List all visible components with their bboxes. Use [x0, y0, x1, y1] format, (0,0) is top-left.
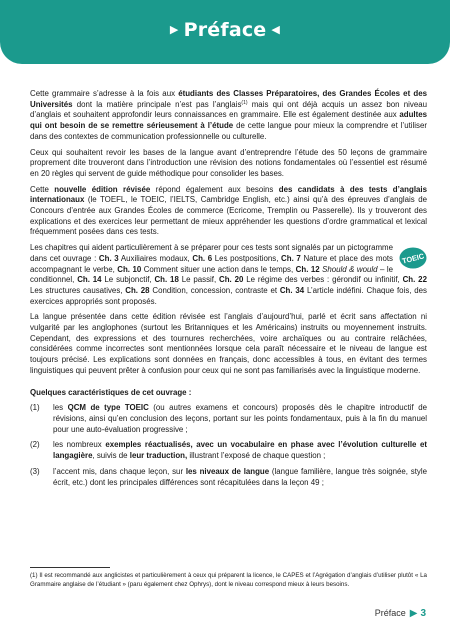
text-run: les: [53, 403, 68, 413]
paragraph-chapters: [30, 243, 427, 307]
text-run: Comment situer une action dans le temps,: [141, 264, 296, 274]
text-run: – le conditionnel,: [30, 264, 394, 285]
text-run: L’article indéfini. Chaque fois, des exercices appropriés sont proposés.: [30, 285, 427, 306]
chapter-ref: Ch. 18: [154, 275, 179, 285]
text-run: (le TOEFL, le TOEIC, l’IELTS, Cambridge English, etc.) ainsi qu’à des épreuves d’anglais de Concours d’entrée aux Grandes Écoles de commerce (Ecricome, Tremplin ou Passerelle). Ils y trouveront des explications et des exercices leur permettant de mieux appréhender les questions d’ordre grammatical et lexical fréquemment posées dans ces tests.: [30, 195, 427, 237]
text-run: (langue familière, langue très soignée, style écrit, etc.) dont les principales différences sont récapitulées dans la leçon 49 ;: [53, 466, 427, 487]
chapter-ref: Ch. 34: [279, 285, 305, 295]
triangle-left-icon: ◀: [271, 23, 281, 36]
emphasis: QCM de type TOEIC: [67, 403, 149, 413]
paragraph-tests: [30, 185, 427, 239]
list-item: [30, 440, 427, 461]
footnote: (1) Il est recommandé aux anglicistes et particulièrement à ceux qui préparent la licence, le CAPES et l’Agrégation d’anglais d’utiliser plutôt « La Grammaire anglaise de l’étudiant » (paru également chez Ophrys), dont le niveau correspond mieux à leurs besoins.: [30, 572, 427, 588]
toeic-badge-label: TOEIC: [401, 251, 426, 266]
chapter-ref: Ch. 10: [117, 264, 142, 274]
emphasis: adultes qui ont besoin de se remettre sérieusement à l’étude: [30, 110, 427, 131]
qualities-list: [30, 403, 427, 488]
paragraph-language: La langue présentée dans cette édition révisée est l’anglais d’aujourd’hui, parlé et écrit sans affectation ni vulgarité par les anglophones (surtout les Britanniques et les Américains) instruits ou moyennement instruits. Cependant, des expressions et des tournures recherchées, voire archaïques ou au contraire relâchées, considérées comme incorrectes sont mentionnées lorsque cela paraît nécessaire et le niveau de langue est toujours précisé. Les explications sont données en français, donc accessibles à tous, en évitant des termes linguistiques qui peuvent prêter à confusion pour ceux qui ne sont pas familiarisés avec la linguistique moderne.: [30, 312, 427, 375]
triangle-right-icon: ▶: [169, 23, 179, 36]
chapter-ref: Ch. 12: [295, 264, 320, 274]
text-run: répond également aux besoins: [150, 184, 279, 194]
text-run: (ou autres examens et concours) proposés dès le chapitre introductif de révisions, ainsi qu’en conclusion des leçons, portant sur les points fondamentaux, puis à la fin du manuel pour une auto-évaluation progressive ;: [53, 403, 428, 434]
page-title-text: Préface: [183, 19, 267, 41]
text-run: Les chapitres qui aident particulièrement à se préparer pour ces tests sont signalés par un pictogramme dans cet ouvrage :: [30, 243, 393, 263]
text-run: l’accent mis, dans chaque leçon, sur: [53, 466, 186, 476]
text-run: Cette grammaire s’adresse à la fois aux: [30, 89, 179, 98]
footer-label: Préface: [374, 608, 406, 618]
footnote-ref: (1): [241, 99, 248, 106]
text-run: Nature et place des mots accompagnant le verbe,: [30, 253, 393, 274]
chapter-ref: Ch. 6: [192, 253, 213, 263]
list-item-number: (1): [30, 403, 40, 413]
text-run: Les structures causatives,: [30, 285, 126, 295]
qualities-heading: Quelques caractéristiques de cet ouvrage :: [30, 387, 192, 397]
text-run: Cette: [30, 184, 55, 194]
emphasis: étudiants des Classes Préparatoires, des Grandes Écoles et des Universités: [30, 89, 427, 109]
emphasis: des candidats à des tests d’anglais internationaux: [30, 184, 427, 205]
emphasis: leur traduction,: [129, 451, 188, 461]
page-title: [0, 19, 450, 41]
page-number: 3: [420, 608, 426, 619]
text-run: Le régime des verbes : gérondif ou infinitif,: [243, 275, 403, 285]
text-run: Condition, concession, contraste et: [149, 285, 280, 295]
paragraph-intro: [30, 89, 427, 143]
chapter-ref: Ch. 28: [125, 285, 150, 295]
text-run: les nombreux: [53, 440, 106, 450]
toeic-badge-icon: [399, 247, 427, 269]
list-item: [30, 467, 427, 488]
text-run: illustrant l’exposé de chaque question ;: [187, 451, 326, 461]
emphasis: nouvelle édition révisée: [54, 184, 151, 194]
footnote-divider: [30, 567, 110, 568]
page-footer: [375, 608, 426, 619]
emphasis: les niveaux de langue: [185, 466, 270, 476]
text-run: Le passif,: [178, 275, 220, 285]
chapter-ref: Ch. 7: [281, 253, 301, 263]
chapter-ref: Ch. 22: [402, 275, 427, 285]
chapter-ref: Ch. 20: [219, 275, 244, 285]
text-run: dont la matière principale n’est pas l’anglais: [72, 99, 242, 109]
text-run: Les postpositions,: [212, 253, 282, 263]
text-run: , suivis de: [92, 451, 130, 461]
text-run: de cette langue pour mieux la comprendre et l’utiliser dans des contextes de communication professionnelle ou culturelle.: [30, 121, 427, 141]
chapter-ref: Ch. 14: [77, 275, 102, 285]
text-run: Auxiliaires modaux,: [118, 253, 193, 263]
text-run: Le subjonctif,: [101, 275, 155, 285]
paragraph-basics: Ceux qui souhaitent revoir les bases de la langue avant d’entreprendre l’étude des 50 leçons de grammaire proprement dite trouveront dans l’introduction une révision des notions fondamentales où l’essentiel est résumé en 20 règles qui servent de guide méthodique pour consolider les bases.: [30, 147, 427, 178]
chapter-ref: Ch. 3: [98, 253, 119, 263]
emphasis: exemples réactualisés, avec un vocabulaire en phase avec l’évolution culturelle et langagière: [53, 440, 428, 461]
list-item: [30, 403, 427, 435]
list-item-number: (3): [30, 466, 40, 476]
list-item-number: (2): [30, 440, 40, 450]
triangle-right-icon: ▶: [409, 608, 418, 619]
italic-run: Should & would: [322, 264, 378, 274]
text-run: mais qui ont déjà acquis un assez bon niveau d’anglais et souhaitent approfondir leurs connaissances en grammaire. Elle est également destinée aux: [30, 99, 427, 120]
body-text: [30, 89, 427, 493]
